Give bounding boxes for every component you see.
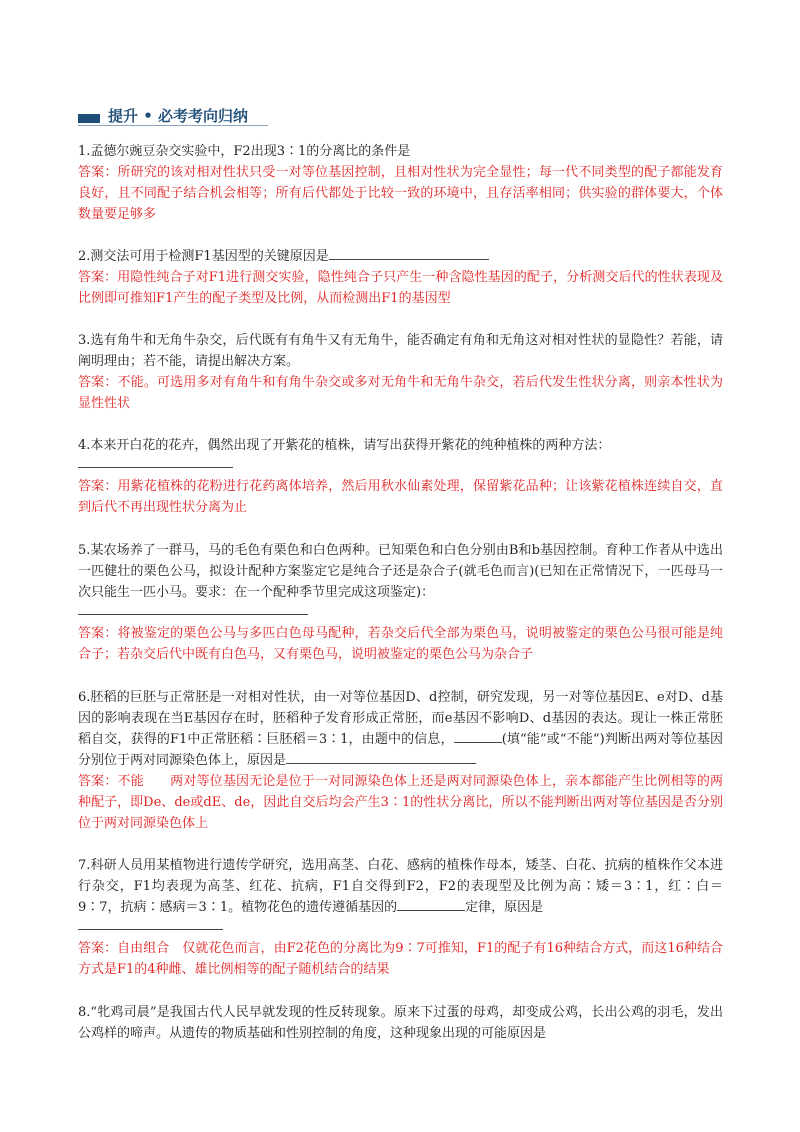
question-block-4 [78,435,723,518]
answer-text: 答案：用紫花植株的花粉进行花药离体培养，然后用秋水仙素处理，保留紫花品种；让该紫花植株连续自交，直到后代不再出现性状分离为止 [78,479,723,515]
answer-text: 答案：用隐性纯合子对F1进行测交实验，隐性纯合子只产生一种含隐性基因的配子，分析测交后代的性状表现及比例即可推知F1产生的配子类型及比例，从而检测出F1的基因型 [78,270,723,306]
header-underline [78,125,268,126]
question-text: 1.孟德尔豌豆杂交实验中，F2出现3∶1的分离比的条件是 [78,144,411,159]
question-block-3 [78,330,723,414]
answer-blank [454,729,502,743]
section-title: 提升 • 必考考向归纳 [108,107,249,125]
answer-text: 答案：将被鉴定的栗色公马与多匹白色母马配种，若杂交后代全部为栗色马，说明被鉴定的栗色公马很可能是纯合子；若杂交后代中既有白色马，又有栗色马，说明被鉴定的栗色公马为杂合子 [78,626,723,662]
question-text: 8.“牝鸡司晨”是我国古代人民早就发现的性反转现象。原来下过蛋的母鸡，却变成公鸡，长出公鸡的羽毛，发出公鸡样的啼声。从遗传的物质基础和性别控制的角度，这种现象出现的可能原因是 [78,1005,723,1041]
header-bar-icon [78,114,100,123]
answer-blank [397,897,465,911]
answer-text: 答案：不能。可选用多对有角牛和有角牛杂交或多对无角牛和无角牛杂交，若后代发生性状分离，则亲本性状为显性性状 [78,375,723,411]
answer-blank [78,456,233,468]
question-block-1 [78,141,723,225]
answer-text: 答案：所研究的该对相对性状只受一对等位基因控制，且相对性状为完全显性；每一代不同类型的配子都能发育良好，且不同配子结合机会相等；所有后代都处于比较一致的环境中，且存活率相同；供实验的群体要大，个体数量要足够多 [78,165,723,222]
question-text: 7.科研人员用某植物进行遗传学研究，选用高茎、白花、感病的植株作母本，矮茎、白花、抗病的植株作父本进行杂交，F1均表现为高茎、红花、抗病，F1自交得到F2，F2的表现型及比例为高∶矮＝3∶1，红∶白＝9∶7，抗病∶感病＝3∶1。植物花色的遗传遵循基因的 定律，原因是 [78,858,723,915]
answer-blank [78,603,308,615]
question-text: 6.胚稻的巨胚与正常胚是一对相对性状，由一对等位基因D、d控制，研究发现，另一对等位基因E、e对D、d基因的影响表现在当E基因存在时，胚稻种子发育形成正常胚，而e基因不影响D、d基因的表达。现让一株正常胚稻自交，获得的F1中正常胚稻∶巨胚稻＝3∶1，由题中的信息， (填“能”或“不能”)判断出两对等位基因分别位于两对同源染色体上，原因是 [78,690,723,768]
question-block-6 [78,687,723,834]
question-block-7 [78,855,723,980]
section-header [78,103,718,129]
answer-blank [329,246,489,260]
question-text: 2.测交法可用于检测F1基因型的关键原因是 [78,246,723,267]
question-text: 3.选有角牛和无角牛杂交，后代既有有角牛又有无角牛，能否确定有角和无角这对相对性状的显隐性？若能，请阐明理由；若不能，请提出解决方案。 [78,333,723,369]
answer-text: 答案：自由组合 仅就花色而言，由F2花色的分离比为9∶7可推知，F1的配子有16种结合方式，而这16种结合方式是F1的4种雌、雄比例相等的配子随机结合的结果 [78,941,723,977]
answer-blank [286,750,476,764]
question-block-8 [78,1002,723,1044]
answer-text: 答案：不能 两对等位基因无论是位于一对同源染色体上还是两对同源染色体上，亲本都能产生比例相等的两种配子，即De、de或dE、de，因此自交后均会产生3∶1的性状分离比，所以不能判断出两对等位基因是否分别位于两对同源染色体上 [78,774,723,831]
question-text: 5.某农场养了一群马，马的毛色有栗色和白色两种。已知栗色和白色分别由B和b基因控制。育种工作者从中选出一匹健壮的栗色公马，拟设计配种方案鉴定它是纯合子还是杂合子(就毛色而言)(已知在正常情况下，一匹母马一次只能生一匹小马。要求：在一个配种季节里完成这项鉴定)： [78,543,723,600]
question-block-5 [78,540,723,665]
question-text: 4.本来开白花的花卉，偶然出现了开紫花的植株，请写出获得开紫花的纯种植株的两种方法： [78,438,611,453]
answer-blank [78,918,223,930]
question-block-2 [78,246,723,309]
